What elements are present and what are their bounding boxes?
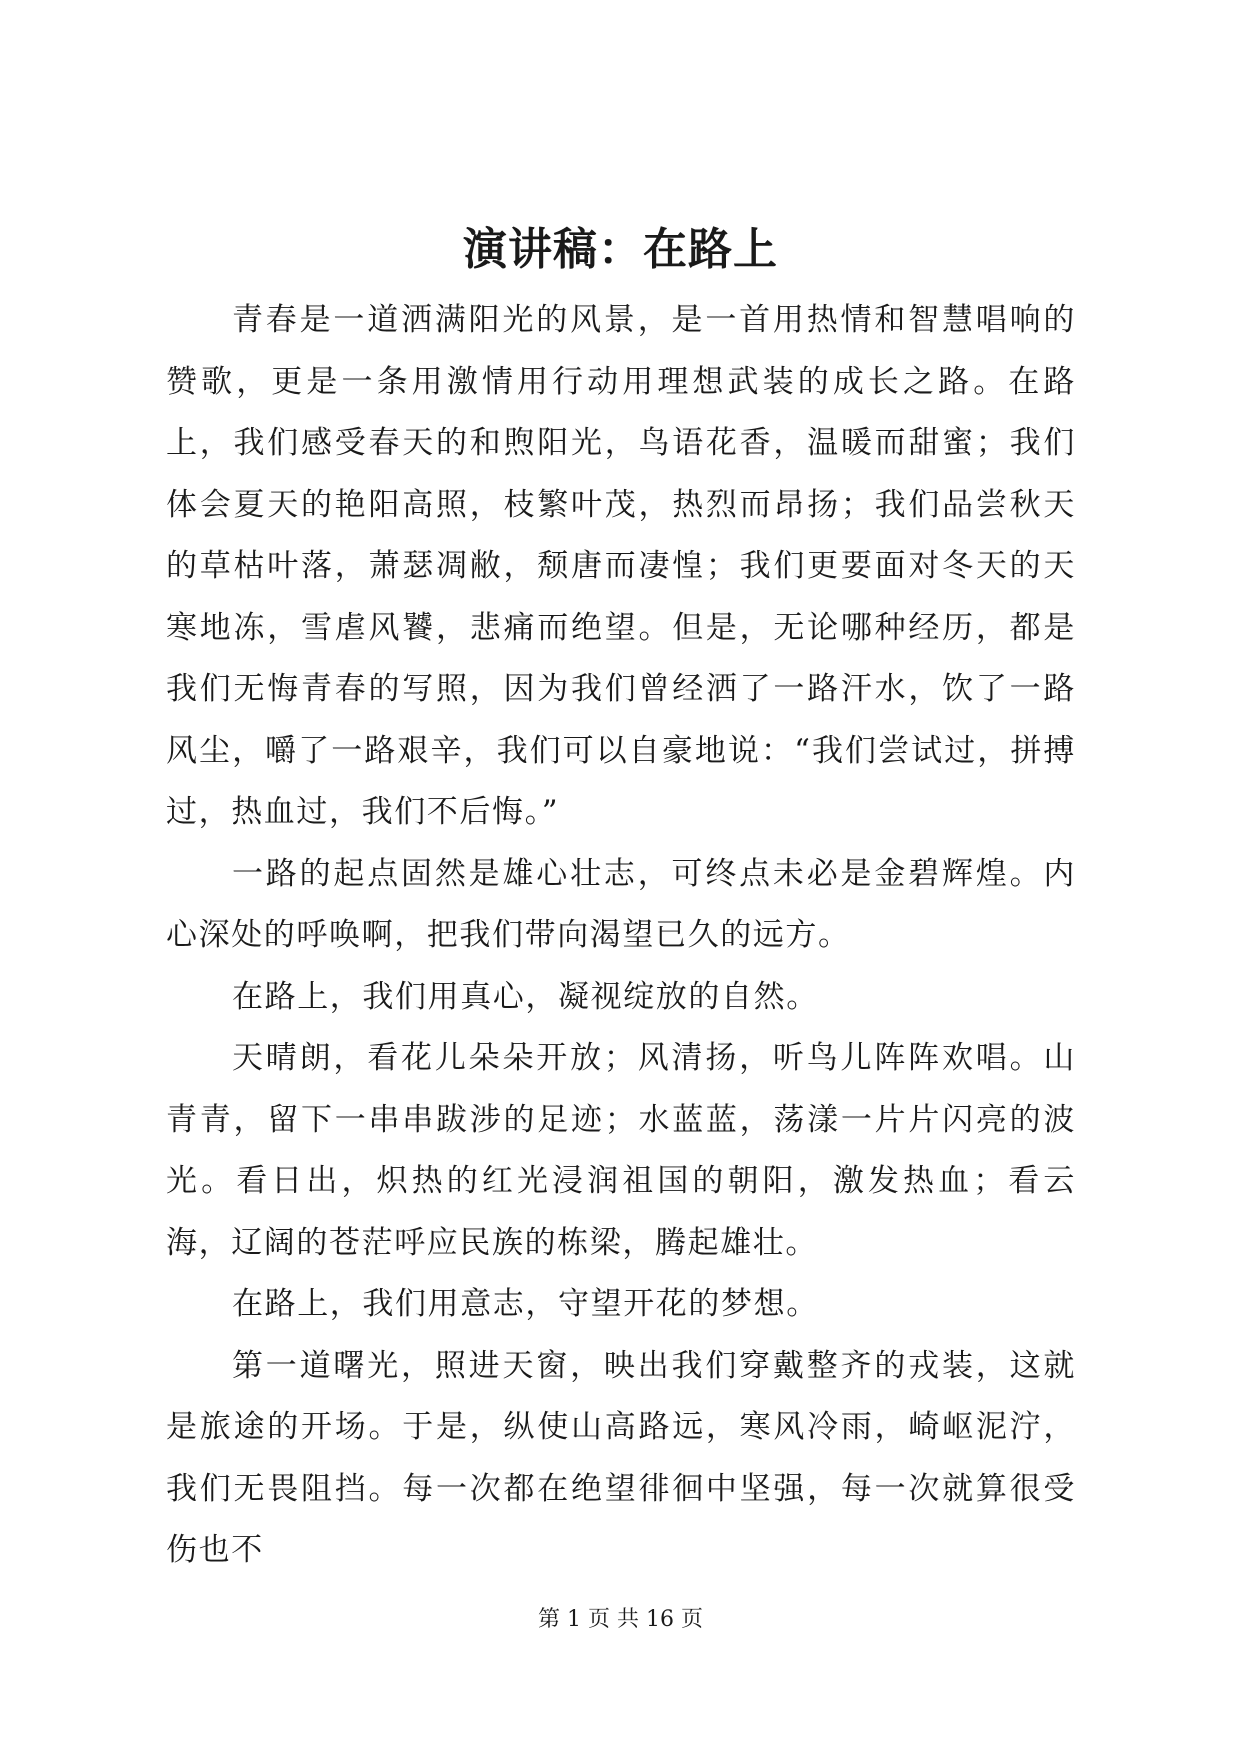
paragraph-4: 天晴朗，看花儿朵朵开放；风清扬，听鸟儿阵阵欢唱。山青青，留下一串串跋涉的足迹；水蓝蓝，荡漾一片片闪亮的波光。看日出，炽热的红光浸润祖国的朝阳，激发热血；看云海，辽阔的苍茫呼应民族的栋梁，腾起雄壮。 (166, 1040, 1076, 1261)
document-body (166, 290, 1076, 1582)
paragraph-3: 在路上，我们用真心，凝视绽放的自然。 (232, 978, 819, 1015)
page-footer: 第 1 页 共 16 页 (538, 1607, 703, 1632)
paragraph-2: 一路的起点固然是雄心壮志，可终点未必是金碧辉煌。内心深处的呼唤啊，把我们带向渴望已久的远方。 (166, 855, 1076, 953)
paragraph-6: 第一道曙光，照进天窗，映出我们穿戴整齐的戎装，这就是旅途的开场。于是，纵使山高路远，寒风冷雨，崎岖泥泞，我们无畏阻挡。每一次都在绝望徘徊中坚强，每一次就算很受伤也不 (166, 1347, 1076, 1568)
document-title: 演讲稿：在路上 (463, 224, 778, 275)
paragraph-1: 青春是一道洒满阳光的风景，是一首用热情和智慧唱响的赞歌，更是一条用激情用行动用理想武装的成长之路。在路上，我们感受春天的和煦阳光，鸟语花香，温暖而甜蜜；我们体会夏天的艳阳高照，枝繁叶茂，热烈而昂扬；我们品尝秋天的草枯叶落，萧瑟凋敝，颓唐而凄惶；我们更要面对冬天的天寒地冻，雪虐风饕，悲痛而绝望。但是，无论哪种经历，都是我们无悔青春的写照，因为我们曾经洒了一路汗水，饮了一路风尘，嚼了一路艰辛，我们可以自豪地说：“我们尝试过，拼搏过，热血过，我们不后悔。” (166, 302, 1076, 830)
paragraph-5: 在路上，我们用意志，守望开花的梦想。 (232, 1286, 819, 1322)
